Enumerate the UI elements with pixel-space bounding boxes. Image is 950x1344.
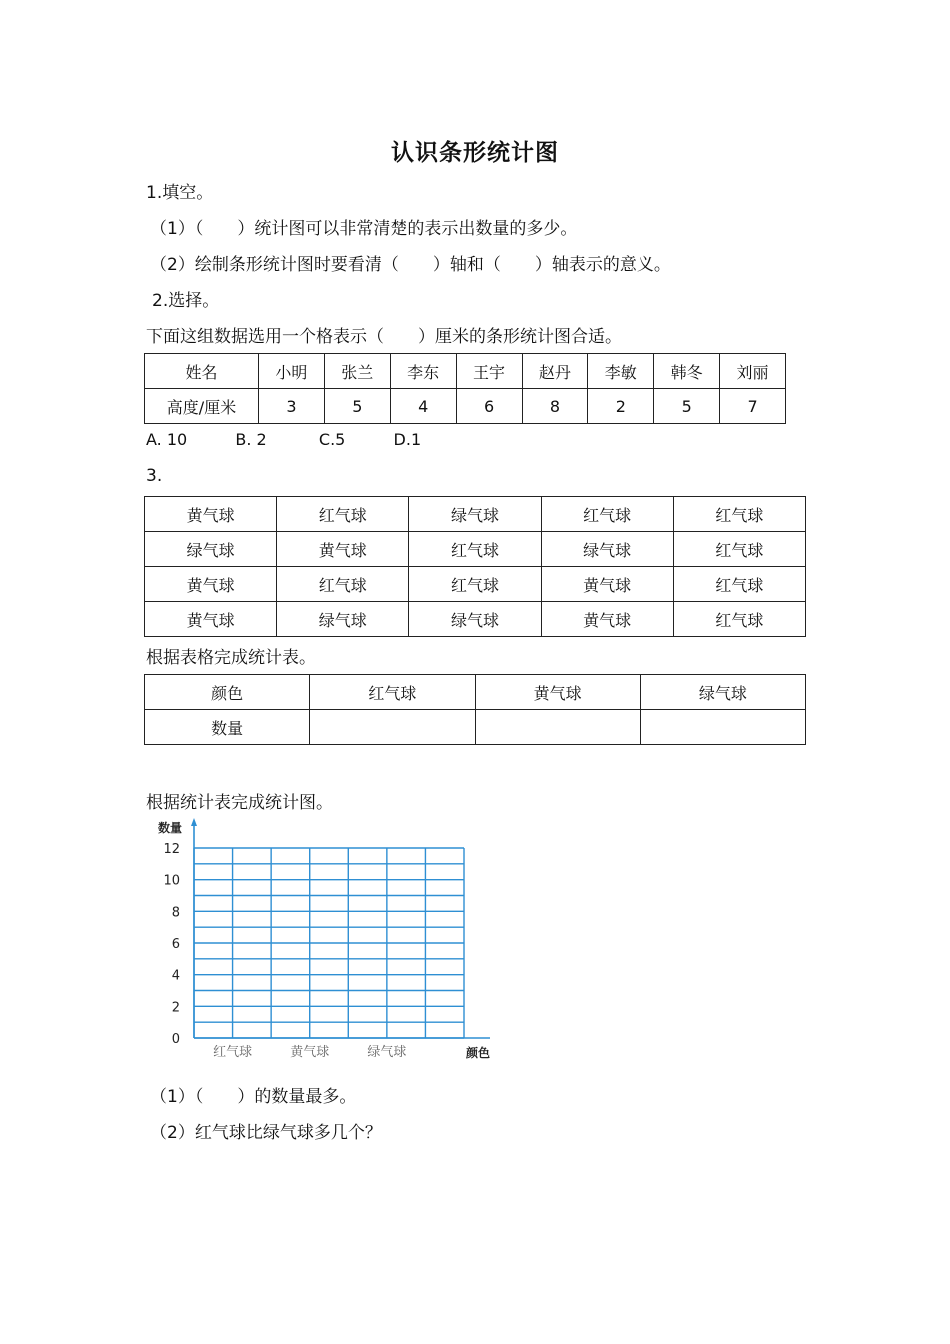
table-cell: 8 [522,389,588,424]
table-cell: 李东 [390,354,456,389]
q1-item-2: （2）绘制条形统计图时要看清（ ）轴和（ ）轴表示的意义。 [150,255,671,275]
option-a: A. 10 [146,430,188,449]
table-cell: 绿气球 [145,532,277,567]
y-tick-label: 6 [171,937,180,952]
table-row [145,675,806,710]
table-cell: 4 [390,389,456,424]
y-tick-label: 0 [171,1032,180,1047]
table-cell: 红气球 [277,497,409,532]
option-b: B. 2 [235,430,267,449]
table-cell: 绿气球 [409,602,541,637]
chart-instruction: 根据统计表完成统计图。 [146,793,333,813]
bar-chart-svg [140,814,510,1066]
height-header: 高度/厘米 [145,389,259,424]
x-tick-label: 绿气球 [367,1045,407,1060]
q3-heading: 3. [146,466,163,486]
table-cell: 绿气球 [277,602,409,637]
q3-sub-1: （1）（ ）的数量最多。 [150,1087,357,1107]
q3-sub-2: （2）红气球比绿气球多几个？ [150,1123,382,1143]
color-header: 颜色 [145,675,310,710]
table-cell: 李敏 [588,354,654,389]
table-cell: 红气球 [673,497,805,532]
table-cell: 小明 [259,354,325,389]
y-tick-label: 8 [171,905,180,921]
table-cell: 黄气球 [541,567,673,602]
heights-table [144,353,786,424]
table-cell: 王宇 [456,354,522,389]
table-cell: 韩冬 [654,354,720,389]
table-cell: 红气球 [409,532,541,567]
option-c: C.5 [318,430,346,449]
count-answer-cell[interactable] [640,710,805,745]
table-cell: 3 [259,389,325,424]
q2-heading: 2.选择。 [152,291,220,311]
table-cell: 红气球 [277,567,409,602]
count-header: 数量 [145,710,310,745]
chart-labels [158,820,490,1060]
q2-prompt: 下面这组数据选用一个格表示（ ）厘米的条形统计图合适。 [146,327,622,347]
table-cell: 黄气球 [277,532,409,567]
option-d: D.1 [393,430,422,449]
table-cell: 红气球 [673,567,805,602]
table-cell: 绿气球 [409,497,541,532]
balloon-table [144,496,806,637]
bar-chart [140,814,510,1070]
table-cell: 黄气球 [145,602,277,637]
q1-item-1: （1）（ ）统计图可以非常清楚的表示出数量的多少。 [150,219,578,239]
chart-grid [194,848,464,1038]
page-title: 认识条形统计图 [391,140,559,166]
count-answer-cell[interactable] [310,710,475,745]
table-row [145,710,806,745]
table-cell: 红气球 [673,602,805,637]
y-tick-label: 4 [171,968,180,984]
count-answer-cell[interactable] [475,710,640,745]
table-cell: 红气球 [673,532,805,567]
y-tick-label: 12 [163,842,180,857]
table-cell: 黄气球 [475,675,640,710]
q2-options [146,430,421,449]
chart-axes [191,818,490,1038]
q1-heading: 1.填空。 [146,183,214,203]
y-tick-label: 2 [171,1000,180,1016]
x-tick-label: 红气球 [213,1045,253,1060]
table-cell: 黄气球 [541,602,673,637]
table-cell: 5 [324,389,390,424]
table-cell: 红气球 [310,675,475,710]
table-row [145,567,806,602]
table-cell: 黄气球 [145,567,277,602]
table-cell: 7 [720,389,786,424]
table-row [145,602,806,637]
table-cell: 红气球 [409,567,541,602]
table-cell: 红气球 [541,497,673,532]
x-axis-label: 颜色 [465,1046,491,1060]
table-cell: 张兰 [324,354,390,389]
table-cell: 赵丹 [522,354,588,389]
name-header: 姓名 [145,354,259,389]
table-row [145,497,806,532]
table-cell: 5 [654,389,720,424]
y-tick-label: 10 [163,873,180,889]
table-cell: 绿气球 [541,532,673,567]
count-table [144,674,806,745]
table-cell: 绿气球 [640,675,805,710]
table-cell: 黄气球 [145,497,277,532]
x-tick-label: 黄气球 [290,1045,330,1060]
table-cell: 2 [588,389,654,424]
y-axis-label: 数量 [157,821,183,835]
table-row [145,532,806,567]
table-cell: 刘丽 [720,354,786,389]
y-axis-arrow-icon [191,818,197,826]
table-instruction: 根据表格完成统计表。 [146,648,316,668]
table-row [145,389,786,424]
table-cell: 6 [456,389,522,424]
table-row [145,354,786,389]
